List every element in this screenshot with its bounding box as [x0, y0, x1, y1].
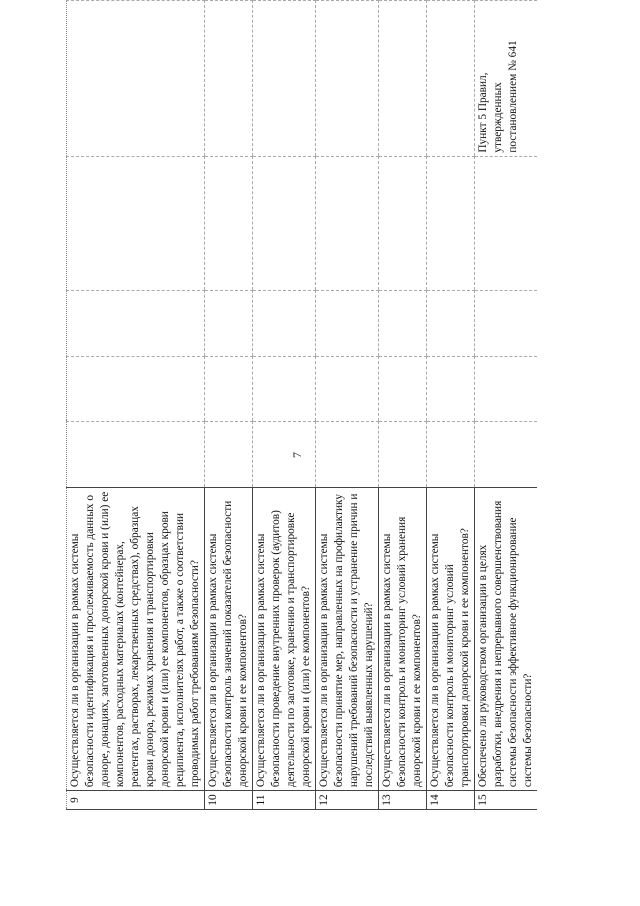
legal-reference	[379, 1, 427, 157]
question-text: Осуществляется ли в организации в рамках системы безопасности проведение внутренних проверок (аудитов) деятельности по заготовке, хранению и транспортировке донорской крови и (или) ее компонентов?	[253, 488, 316, 791]
answer-cell	[427, 290, 475, 356]
legal-reference	[253, 1, 316, 157]
answer-cell	[316, 156, 379, 290]
legal-reference	[427, 1, 475, 157]
answer-cell	[475, 156, 538, 290]
answer-cell	[427, 156, 475, 290]
answer-cell	[475, 422, 538, 488]
question-text: Осуществляется ли в организации в рамках системы безопасности контроль значений показателей безопасности донорской крови и ее компонентов?	[205, 488, 253, 791]
page-number: 7	[290, 452, 304, 458]
question-text: Обеспечено ли руководством организации в целях разработки, внедрения и непрерывного совершенствования системы безопасности эффективное функционирование системы безопасности?	[475, 488, 538, 791]
answer-cell	[67, 156, 205, 290]
answer-cell	[67, 422, 205, 488]
row-number: 13	[379, 791, 427, 810]
answer-cell	[253, 156, 316, 290]
answer-cell	[475, 290, 538, 356]
answer-cell	[67, 356, 205, 422]
row-number: 10	[205, 791, 253, 810]
row-number: 11	[253, 791, 316, 810]
question-text: Осуществляется ли в организации в рамках системы безопасности контроль и мониторинг условий транспортировки донорской крови и ее компонентов?	[427, 488, 475, 791]
table-row	[427, 1, 475, 810]
answer-cell	[379, 422, 427, 488]
answer-cell	[205, 290, 253, 356]
answer-cell	[316, 356, 379, 422]
row-number: 15	[475, 791, 538, 810]
legal-reference	[205, 1, 253, 157]
answer-cell	[379, 290, 427, 356]
answer-cell	[253, 422, 316, 488]
answer-cell	[316, 422, 379, 488]
answer-cell	[205, 356, 253, 422]
row-number: 9	[67, 791, 205, 810]
table-row	[379, 1, 427, 810]
checklist-table	[66, 0, 537, 810]
question-text: Осуществляется ли в организации в рамках системы безопасности принятие мер, направленных на профилактику нарушений требований безопасности и устранение причин и последствий выявленных нарушений?	[316, 488, 379, 791]
question-text: Осуществляется ли в организации в рамках системы безопасности идентификация и прослеживаемость данных о доноре, донациях, заготовленных донорской крови и (или) ее компонентов, расходных материалах (контейнерах, реагентах, растворах, лекарственных средствах), образцах крови донора, режимах хранения и транспортировки донорской крови и (или) ее компонентов, образцах крови реципиента, исполнителях работ, а также о соответствии проводимых работ требованиям безопасности?	[67, 488, 205, 791]
row-number: 14	[427, 791, 475, 810]
answer-cell	[379, 156, 427, 290]
answer-cell	[253, 356, 316, 422]
table-row	[316, 1, 379, 810]
answer-cell	[253, 290, 316, 356]
legal-reference	[316, 1, 379, 157]
answer-cell	[67, 290, 205, 356]
answer-cell	[427, 422, 475, 488]
answer-cell	[316, 290, 379, 356]
question-text: Осуществляется ли в организации в рамках системы безопасности контроль и мониторинг условий хранения донорской крови и ее компонентов?	[379, 488, 427, 791]
row-number: 12	[316, 791, 379, 810]
table-row	[253, 1, 316, 810]
answer-cell	[379, 356, 427, 422]
checklist-body	[67, 1, 538, 810]
answer-cell	[475, 356, 538, 422]
legal-reference: Пункт 5 Правил, утвержденных постановлением № 641	[475, 1, 538, 157]
answer-cell	[205, 422, 253, 488]
answer-cell	[205, 156, 253, 290]
table-row	[205, 1, 253, 810]
legal-reference	[67, 1, 205, 157]
table-row	[475, 1, 538, 810]
answer-cell	[427, 356, 475, 422]
table-row	[67, 1, 205, 810]
